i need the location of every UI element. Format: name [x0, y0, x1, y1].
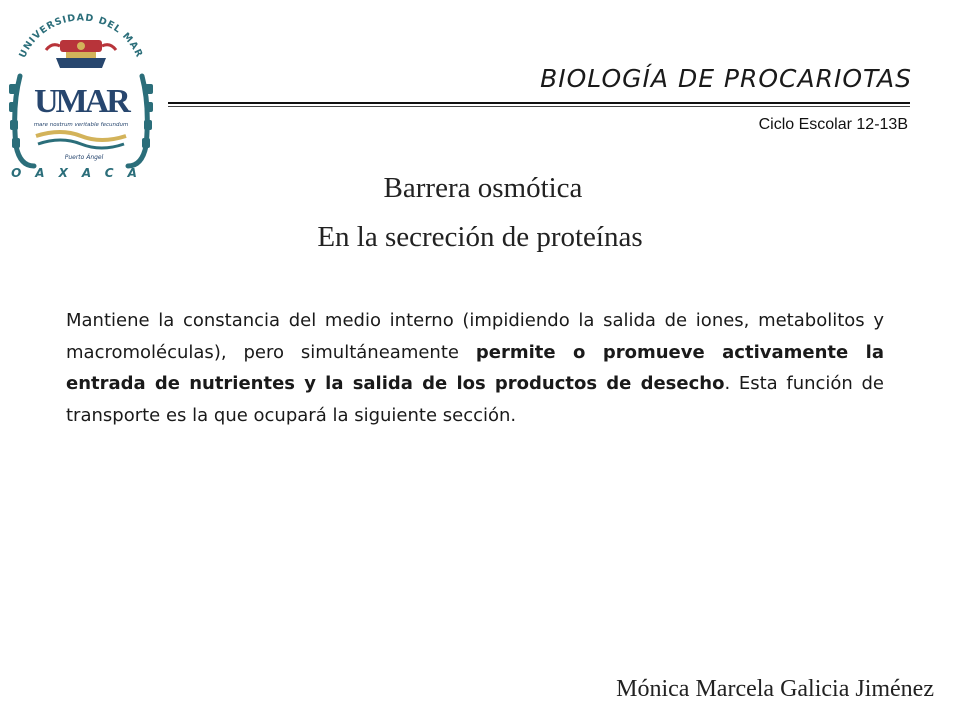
logo-initials: UMAR [34, 83, 128, 120]
paragraph-run: . Esta función de transporte es la que ocupará la siguiente sección. [66, 373, 884, 426]
course-title: BIOLOGÍA DE PROCARIOTAS [540, 64, 912, 93]
logo-campus: Puerto Ángel [64, 154, 104, 161]
slide-subtitle: En la secreción de proteínas [317, 221, 643, 253]
logo-motto: mare nostrum veritable fecundum [33, 122, 129, 128]
body-paragraph [66, 305, 884, 431]
logo-arc-text: UNIVERSIDAD DEL MAR [17, 12, 145, 60]
logo-state: OAXACA [11, 166, 151, 180]
university-logo [6, 6, 156, 182]
header-divider [168, 102, 910, 104]
slide-title: Barrera osmótica [383, 172, 583, 204]
school-cycle: Ciclo Escolar 12-13B [758, 116, 908, 133]
author-name: Mónica Marcela Galicia Jiménez [616, 676, 934, 702]
header-divider-thin [168, 106, 910, 107]
paragraph-run: Mantiene la constancia del medio interno (impidiendo la salida de iones, metabolitos y macromoléculas), pero simultáneamente [66, 310, 884, 363]
crest-icon [46, 40, 116, 68]
paragraph-run-bold: permite o promueve activamente la entrada de nutrientes y la salida de los productos de desecho [66, 341, 884, 394]
